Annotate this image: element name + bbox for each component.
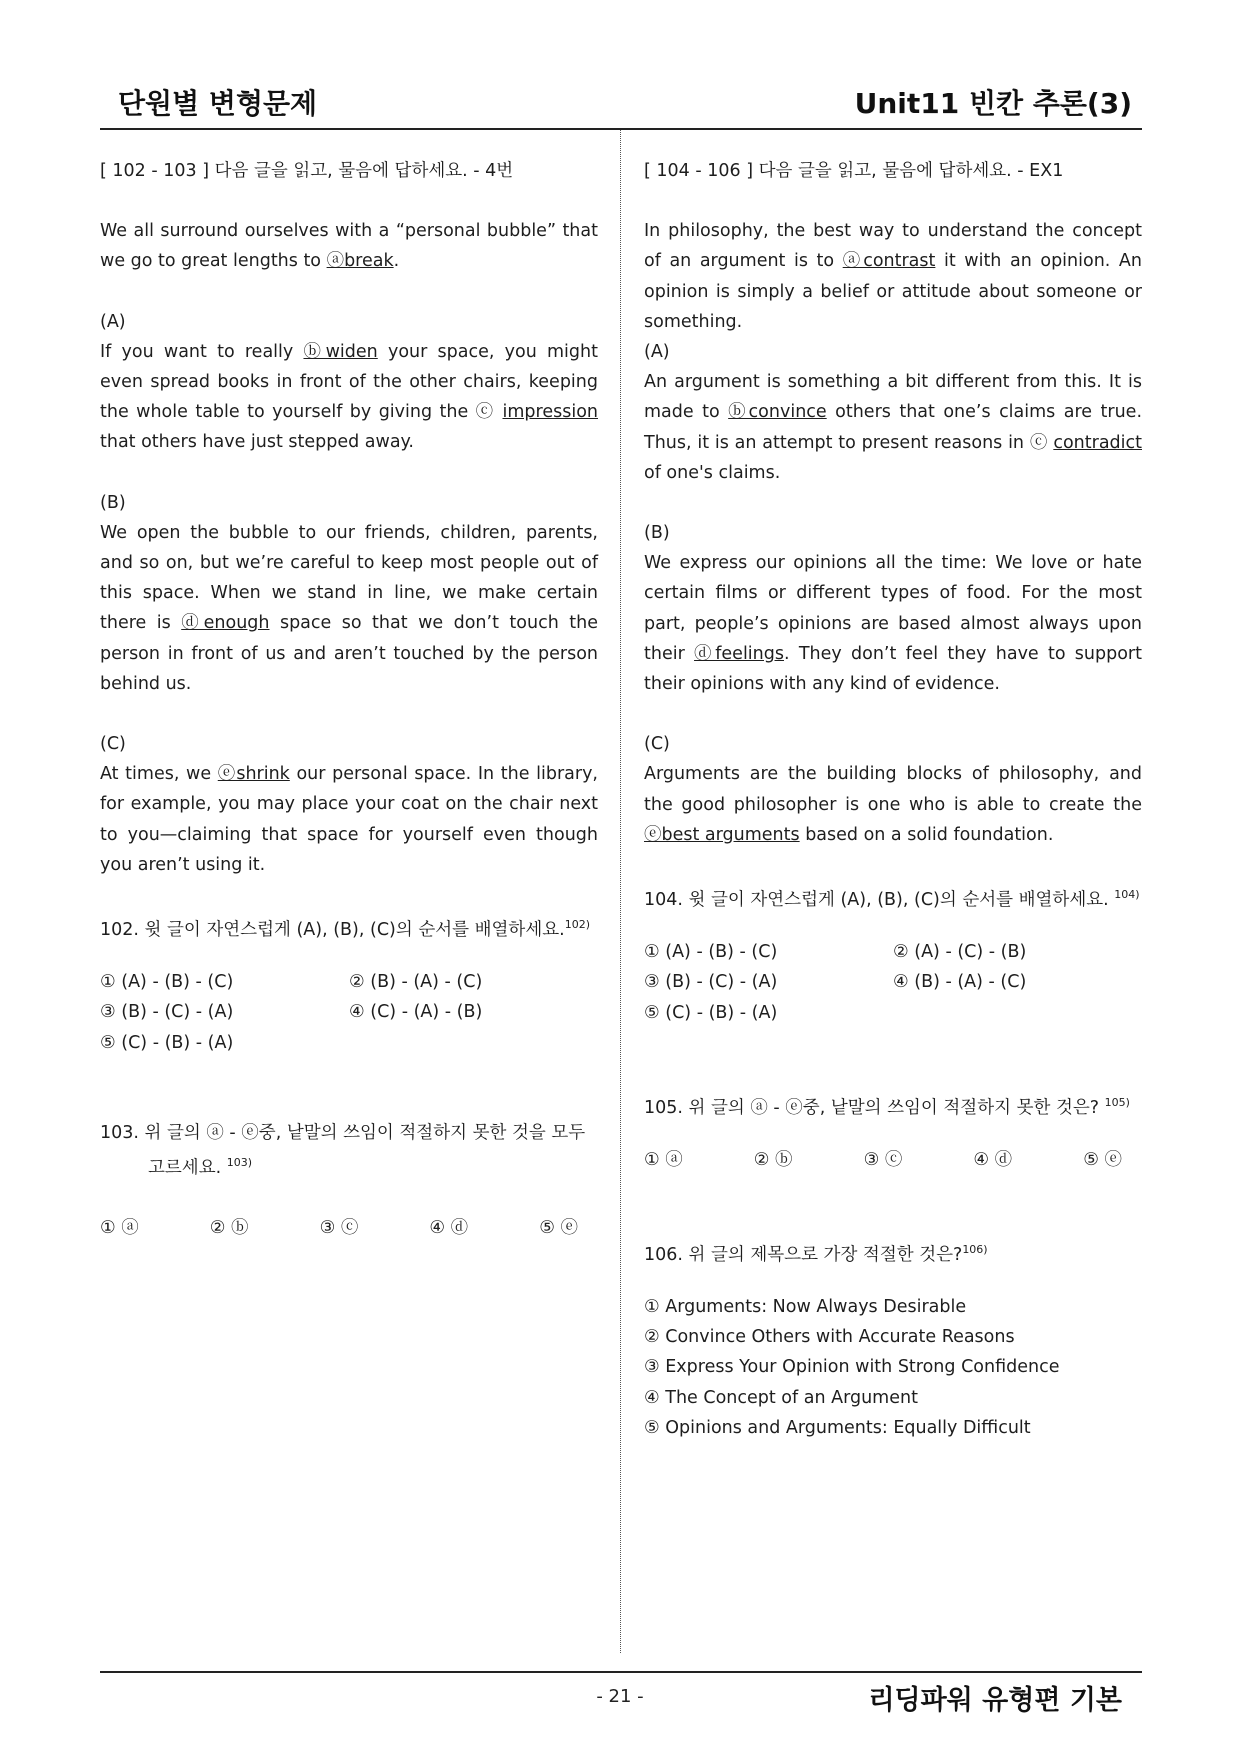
option-104-2[interactable]: ② (A) - (C) - (B): [893, 942, 1027, 963]
option-106-3[interactable]: ③ Express Your Opinion with Strong Confidence: [644, 1357, 1060, 1378]
option-106-1[interactable]: ① Arguments: Now Always Desirable: [644, 1296, 967, 1317]
left-paragraph-b-label: (B): [100, 492, 126, 513]
option-104-3[interactable]: ③ (B) - (C) - (A): [644, 972, 778, 993]
question-102: 102. 윗 글이 자연스럽게 (A), (B), (C)의 순서를 배열하세요.$^{102)}$: [100, 918, 590, 940]
question-104: 104. 윗 글이 자연스럽게 (A), (B), (C)의 순서를 배열하세요. $^{104)}$: [644, 888, 1140, 910]
option-103-5[interactable]: ⑤ ⓔ: [539, 1217, 578, 1238]
option-102-1[interactable]: ① (A) - (B) - (C): [100, 972, 234, 993]
header-rule: [100, 128, 1142, 130]
right-paragraph-c: Arguments are the building blocks of philosophy, and the good philosopher is one who is able to create the ⓔbest arguments based on a solid foundation.: [644, 764, 1142, 845]
question-102-options: [100, 967, 598, 1058]
option-105-5[interactable]: ⑤ ⓔ: [1083, 1149, 1122, 1170]
column-divider: [620, 130, 621, 1653]
question-104-options: [644, 937, 1142, 1028]
right-paragraph-b: We express our opinions all the time: We love or hate certain films or different types of food. For the most part, people’s opinions are based almost always upon their ⓓfeelings. They don’t feel they have to support their opinions with any kind of evidence.: [644, 553, 1142, 695]
option-104-1[interactable]: ① (A) - (B) - (C): [644, 942, 778, 963]
left-paragraph-a: If you want to really ⓑwiden your space, you might even spread books in front of the other chairs, keeping the whole table to yourself by giving the ⓒ impression that others have just stepped away.: [100, 341, 598, 453]
page-number: - 21 -: [596, 1686, 644, 1707]
footer-book-title: 리딩파워 유형편 기본: [868, 1685, 1122, 1716]
right-paragraph-a-label: (A): [644, 342, 670, 363]
option-102-3[interactable]: ③ (B) - (C) - (A): [100, 1002, 234, 1023]
option-104-4[interactable]: ④ (B) - (A) - (C): [893, 972, 1027, 993]
left-paragraph-a-label: (A): [100, 311, 126, 332]
option-104-5[interactable]: ⑤ (C) - (B) - (A): [644, 1002, 778, 1023]
left-column: [100, 156, 598, 1243]
right-paragraph-c-label: (C): [644, 734, 670, 755]
question-106: 106. 위 글의 제목으로 가장 적절한 것은?$^{106)}$: [644, 1242, 988, 1265]
right-intro: In philosophy, the best way to understand the concept of an argument is to ⓐcontrast it with an opinion. An opinion is simply a belief or attitude about someone or something.: [644, 221, 1142, 332]
left-intro: We all surround ourselves with a “personal bubble” that we go to great lengths to ⓐbreak.: [100, 221, 598, 272]
option-105-3[interactable]: ③ ⓒ: [863, 1149, 903, 1170]
option-106-4[interactable]: ④ The Concept of an Argument: [644, 1387, 918, 1408]
question-105-options: [644, 1145, 1142, 1175]
right-instruction: [ 104 - 106 ] 다음 글을 읽고, 물음에 답하세요. - EX1: [644, 161, 1064, 181]
left-paragraph-c: At times, we ⓔshrink our personal space. In the library, for example, you may place your coat on the chair next to you—claiming that space for yourself even though you aren’t using it.: [100, 764, 598, 875]
question-103: 103. 위 글의 ⓐ - ⓔ중, 낱말의 쓰임이 적절하지 못한 것을 모두 고르세요. $^{103)}$: [100, 1122, 586, 1178]
option-103-2[interactable]: ② ⓑ: [209, 1217, 249, 1238]
option-102-2[interactable]: ② (B) - (A) - (C): [349, 972, 483, 993]
left-paragraph-c-label: (C): [100, 734, 126, 755]
option-106-5[interactable]: ⑤ Opinions and Arguments: Equally Difficult: [644, 1417, 1031, 1438]
option-103-4[interactable]: ④ ⓓ: [429, 1217, 469, 1238]
right-column: [644, 156, 1142, 1443]
header-left-title: 단원별 변형문제: [118, 87, 318, 120]
option-103-3[interactable]: ③ ⓒ: [319, 1217, 359, 1238]
left-paragraph-b: We open the bubble to our friends, children, parents, and so on, but we’re careful to keep most people out of this space. When we stand in line, we make certain there is ⓓenough space so that we don’t touch the person in front of us and aren’t touched by the person behind us.: [100, 522, 598, 694]
question-106-options: [644, 1292, 1142, 1443]
question-105: 105. 위 글의 ⓐ - ⓔ중, 낱말의 쓰임이 적절하지 못한 것은? $^{105)}$: [644, 1095, 1130, 1118]
option-103-1[interactable]: ① ⓐ: [100, 1217, 139, 1238]
option-102-4[interactable]: ④ (C) - (A) - (B): [349, 1002, 483, 1023]
option-105-4[interactable]: ④ ⓓ: [973, 1149, 1013, 1170]
question-103-options: [100, 1213, 598, 1243]
footer-rule: [100, 1671, 1142, 1673]
option-105-1[interactable]: ① ⓐ: [644, 1149, 683, 1170]
option-106-2[interactable]: ② Convince Others with Accurate Reasons: [644, 1327, 1015, 1348]
option-105-2[interactable]: ② ⓑ: [753, 1149, 793, 1170]
right-paragraph-b-label: (B): [644, 523, 670, 544]
right-paragraph-a: An argument is something a bit different from this. It is made to ⓑconvince others that one’s claims are true. Thus, it is an attempt to present reasons in ⓒ contradict of one's claims.: [644, 372, 1143, 483]
left-instruction: [ 102 - 103 ] 다음 글을 읽고, 물음에 답하세요. - 4번: [100, 161, 514, 181]
header-right-title: Unit11 빈칸 추론(3): [854, 87, 1132, 120]
option-102-5[interactable]: ⑤ (C) - (B) - (A): [100, 1032, 234, 1053]
